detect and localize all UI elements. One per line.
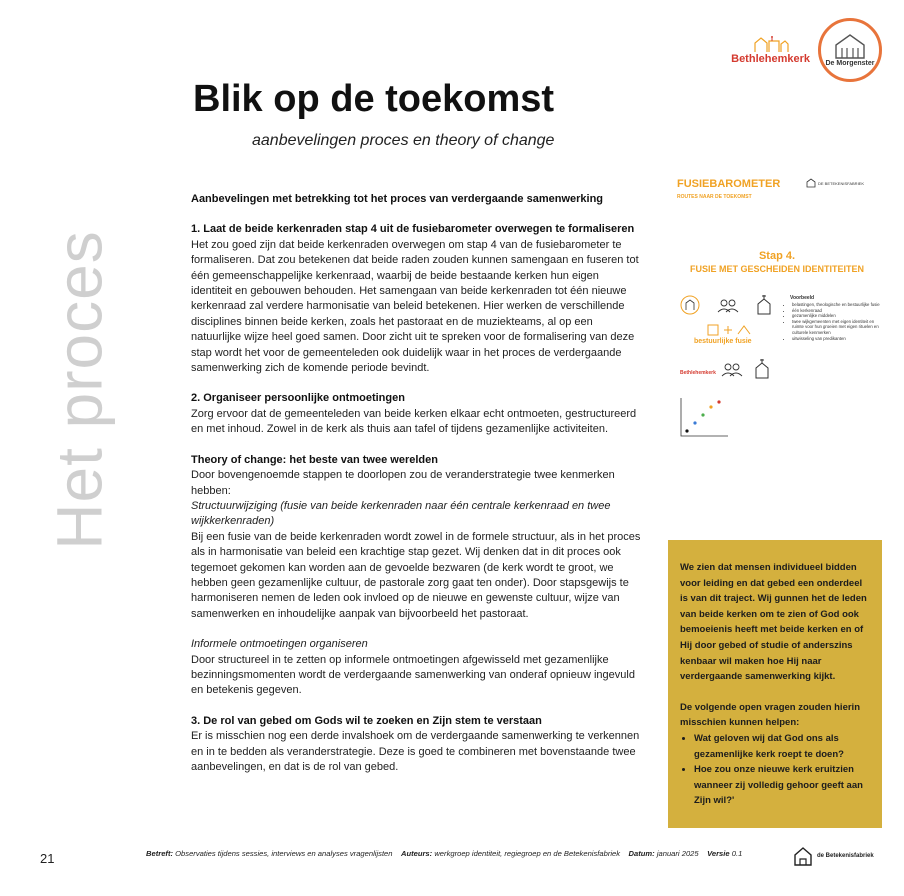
- church-building-icon: [753, 35, 789, 53]
- section-2-text: Zorg ervoor dat de gemeenteleden van beide kerken elkaar echt ontmoeten, gestructureerd en met inhoud. Zowel in de kerk als thuis aan tafel of tijdens gezamenlijke activiteiten.: [191, 407, 637, 436]
- callout-paragraph-2: De volgende open vragen zouden hierin misschien kunnen helpen:: [680, 701, 860, 729]
- section-2-heading: 2. Organiseer persoonlijke ontmoetingen: [191, 392, 405, 405]
- thumbnail-label: bestuurlijke fusie: [694, 338, 752, 345]
- thumbnail-subtitle: ROUTES NAAR DE TOEKOMST: [677, 194, 752, 200]
- section-3-heading: 3. De rol van gebed om Gods wil te zoeken en Zijn stem te verstaan: [191, 714, 542, 727]
- thumbnail-step: Stap 4.: [758, 250, 796, 262]
- side-title: Het proces: [44, 230, 116, 550]
- toc-subheading-informal: Informele ontmoetingen organiseren: [191, 638, 368, 651]
- thumbnail-title: FUSIEBAROMETER: [677, 178, 781, 190]
- footer-meta: Betreft: Observaties tijdens sessies, interviews en analyses vragenlijsten Auteurs: werkgroep identiteit, regiegroep en de Betekenisfabriek Datum: januari 2025 Versie 0.1: [146, 849, 743, 858]
- toc-structure-text: Bij een fusie van de beide kerkenraden wordt zowel in de formele structuur, als in het proces als in harmonisatie van beleid een krachtige stap gezet. Wij denken dat in dit proces ook tegemoet gekomen kan worden aan de gevoelde bezwaren (de kerk wordt te groot, we hebben geen gezamenlijke cultuur, de pastorale zorg gaat ten onder). Door stapsgewijs te harmoniseren nemen de leden ook invloed op de nieuwe en gewenste cultuur, wijze van samenwerken en inhoudelijke aanpak van bijvoorbeeld het pastoraat.: [191, 530, 641, 620]
- point: [685, 429, 688, 432]
- list-item: • gezamenlijke middelen: [792, 313, 882, 319]
- list-item: • belastingen, theologische en bestuurlijke fusie: [792, 302, 882, 308]
- page-subtitle: aanbevelingen proces en theory of change: [252, 132, 555, 149]
- bethlehemkerk-logo: Bethlehemkerk: [731, 35, 810, 65]
- list-item: • twee wijkgemeenten met eigen identiteit en ruimte voor hun groeien met eigen rituelen en culturele kenmerken: [792, 319, 882, 336]
- callout-paragraph-1: We zien dat mensen individueel bidden voor leiding en dat gebed een onderdeel is van dit traject. Wij gunnen het de leden van beide kerken om te zien of God ook bemoeienis heeft met beide kerken en of Hij door gebed of studie of anderszins kenbaar wil maken hoe Hij naar verdergaande samenwerking kijkt.: [680, 562, 867, 683]
- section-1-text: Het zou goed zijn dat beide kerkenraden overwegen om stap 4 van de fusiebarometer te formaliseren. Dat zou betekenen dat beide raden zouden kunnen samengaan en fuseren tot één gemeenschappelijke kerkenraad, waarbij de beide bestaande kerken hun eigen identiteit en gebouwen behouden. Het samengaan van beide kerkenraden tot één nieuwe kerkenraad zal verdere harmonisatie van beleid betekenen. Hier werken de verschillende disciplines binnen beide kerken, zoals het pastoraat en de muziekteams, al op een natuurlijke wijze heel goed samen. Door zicht uit te spreken voor de formalisering van deze stap wordt het voor de gemeenteleden ook duidelijk waar in het proces de verdergaande samenwerking zich de komende periode bevindt.: [191, 238, 639, 375]
- betekenisfabriek-icon: [806, 178, 816, 188]
- church-icons-row-2: [720, 358, 780, 380]
- list-item: • Wat geloven wij dat God ons als gezamenlijke kerk roept te doen?: [694, 731, 871, 762]
- point: [701, 413, 704, 416]
- callout-questions: [680, 731, 871, 809]
- thumbnail-step-title: FUSIE MET GESCHEIDEN IDENTITEITEN: [689, 264, 864, 274]
- fusiebarometer-thumbnail: [674, 174, 880, 444]
- theory-of-change-heading: Theory of change: het beste van twee werelden: [191, 453, 438, 466]
- list-item: • één kerkenraad: [792, 308, 882, 314]
- thumbnail-example-heading: Voorbeeld: [790, 295, 815, 301]
- list-item: • Hoe zou onze nieuwe kerk eruitzien wanneer zij volledig gehoor geeft aan Zijn wil?': [694, 762, 871, 809]
- main-content: [191, 192, 641, 775]
- thumbnail-brand: DE BETEKENISFABRIEK: [806, 178, 864, 188]
- point: [693, 421, 696, 424]
- merge-icon: [704, 322, 754, 338]
- morgenster-logo: De Morgenster: [818, 18, 882, 82]
- page-number: 21: [40, 851, 55, 866]
- theory-of-change-text: Door bovengenoemde stappen te doorlopen zou de veranderstrategie twee kenmerken hebben:: [191, 469, 615, 497]
- point: [717, 400, 720, 403]
- toc-subheading-structure: Structuurwijziging (fusie van beide kerkenraden naar één centrale kerkenraad en twee wijkkerkenraden): [191, 499, 611, 528]
- page-title: Blik op de toekomst: [193, 78, 555, 120]
- point: [709, 405, 712, 408]
- thumbnail-church-label: Bethlehemkerk: [680, 370, 716, 376]
- factory-icon: [792, 845, 814, 867]
- thumbnail-examples: [784, 302, 882, 341]
- church-outline-icon: [833, 33, 867, 59]
- list-item: • uitwisseling van predikanten: [792, 336, 882, 342]
- header-logos: [731, 18, 882, 82]
- toc-informal-text: Door structureel in te zetten op informele ontmoetingen afgewisseld met gezamenlijke bezinningsmomenten wordt de verdergaande samenwerking van onderaf opnieuw ingevuld en betekenis gegeven.: [191, 653, 635, 697]
- church-icons-row: [680, 294, 780, 316]
- section-1-heading: 1. Laat de beide kerkenraden stap 4 uit de fusiebarometer overwegen te formaliseren: [191, 223, 635, 236]
- section-3-text: Er is misschien nog een derde invalshoek om de verdergaande samenwerking te verkennen en in te bedden als veranderstrategie. Deze is goed te combineren met bovenstaande twee aanbevelingen, en dat is de rol van gebed.: [191, 730, 640, 773]
- mini-scatter-graphic: [678, 396, 730, 440]
- prayer-callout: [668, 540, 882, 828]
- intro-heading: Aanbevelingen met betrekking tot het proces van verdergaande samenwerking: [191, 193, 604, 205]
- betekenisfabriek-logo: de Betekenisfabriek: [792, 845, 874, 867]
